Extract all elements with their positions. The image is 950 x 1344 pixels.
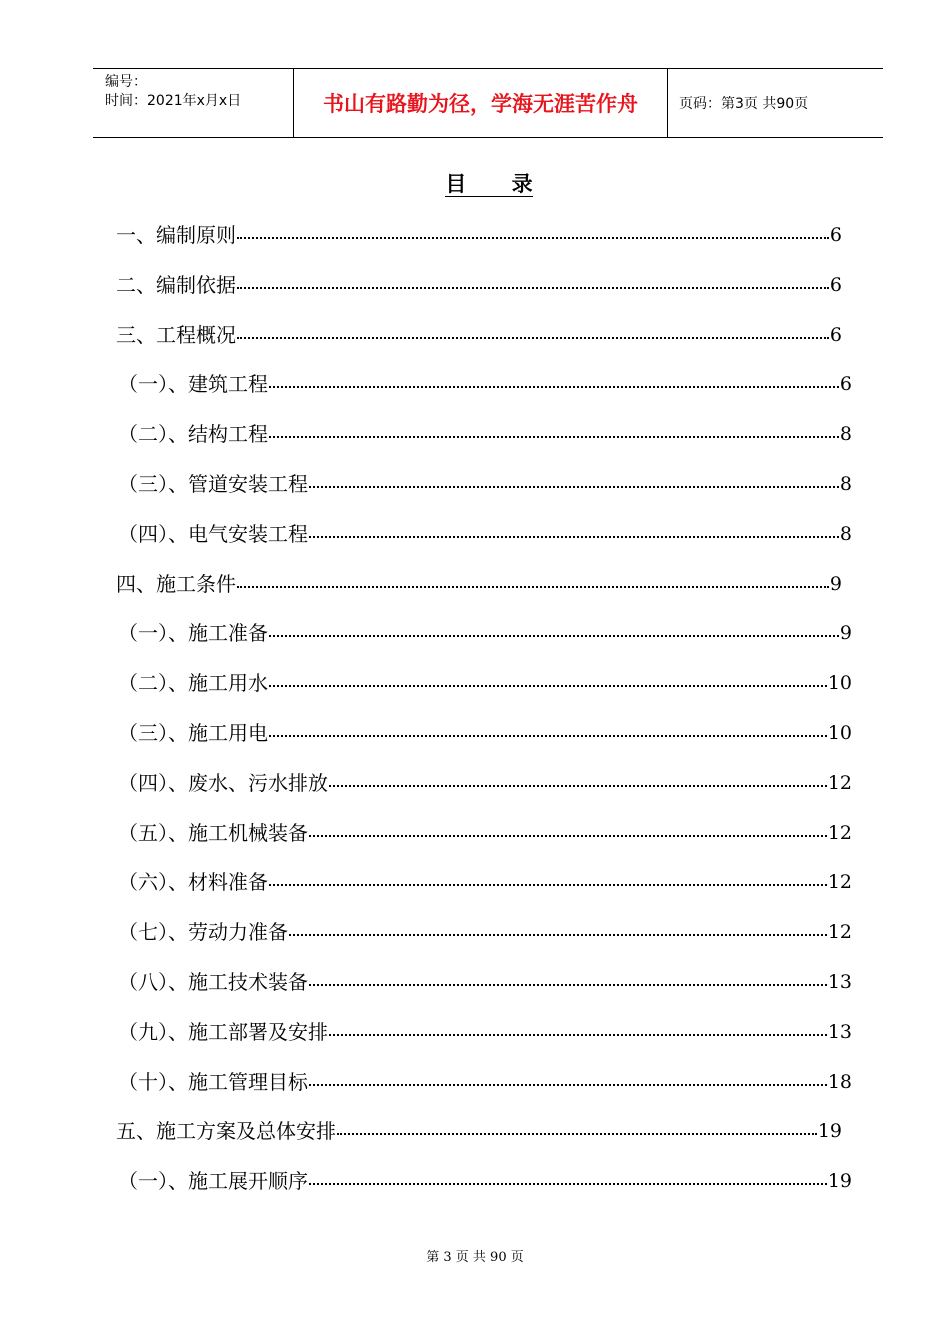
toc-entry-page: 10 [827, 722, 852, 744]
toc-entry-label: 二、编制依据 [116, 272, 236, 297]
toc-entry[interactable] [116, 271, 842, 299]
toc-entry-label: （九）、施工部署及安排 [118, 1019, 328, 1044]
toc-entry[interactable] [116, 321, 842, 349]
toc-entry[interactable] [118, 1068, 852, 1096]
toc-entry-label: 四、施工条件 [116, 571, 236, 596]
toc-entry-label: （一）、建筑工程 [118, 372, 268, 397]
toc-entry-label: （一）、施工准备 [118, 621, 268, 646]
toc-entry-leader-dots [337, 1117, 817, 1145]
toc-entry-page: 19 [817, 1120, 842, 1143]
toc-entry-page: 12 [827, 821, 852, 844]
page-footer: 第 3 页 共 90 页 [426, 1250, 524, 1265]
toc-entry[interactable] [118, 769, 852, 797]
toc-entry[interactable] [118, 420, 852, 448]
toc-entry-label: （八）、施工技术装备 [118, 970, 308, 994]
toc-entry-label: （四）、电气安装工程 [118, 521, 308, 546]
toc-entry[interactable] [118, 619, 852, 647]
toc-entry-page: 12 [827, 921, 852, 944]
toc-entry[interactable] [118, 918, 852, 946]
toc-entry-leader-dots [289, 918, 827, 946]
toc-entry-leader-dots [309, 819, 827, 847]
toc-entry-leader-dots [237, 321, 829, 349]
toc-entry-label: （七）、劳动力准备 [118, 920, 288, 945]
toc-entry-leader-dots [269, 420, 839, 448]
toc-entry[interactable] [118, 968, 852, 996]
toc-entry-leader-dots [269, 719, 827, 747]
toc-entry-leader-dots [237, 271, 829, 299]
toc-entry-label: 一、编制原则 [116, 223, 236, 247]
toc-entry-label: （三）、管道安装工程 [118, 472, 308, 496]
toc-entry[interactable] [118, 370, 852, 398]
toc-entry-page: 19 [827, 1170, 852, 1193]
header-page-number: 页码：第3页 共90页 [679, 96, 809, 112]
header-motto: 书山有路勤为径，学海无涯苦作舟 [294, 69, 668, 137]
toc-entry-leader-dots [309, 1167, 827, 1195]
toc-entry-page: 12 [827, 771, 852, 794]
toc-entry-leader-dots [329, 769, 827, 797]
toc-entry[interactable] [116, 221, 842, 249]
toc-entry-leader-dots [269, 619, 839, 647]
document-number-label: 编号： [105, 74, 147, 90]
toc-entry-page: 10 [827, 672, 852, 695]
toc-entry-page: 9 [829, 572, 842, 595]
toc-entry-page: 6 [839, 373, 852, 396]
toc-entry-page: 12 [827, 871, 852, 894]
toc-entry[interactable] [118, 520, 852, 548]
toc-entry-page: 6 [829, 323, 842, 346]
toc-entry-label: （四）、废水、污水排放 [118, 770, 328, 795]
toc-entry[interactable] [116, 570, 842, 598]
toc-title-text: 目 录 [445, 172, 533, 196]
toc-entry-leader-dots [269, 669, 827, 697]
toc-entry-leader-dots [309, 1068, 827, 1096]
toc-entry[interactable] [118, 1167, 852, 1195]
toc-entry-leader-dots [237, 570, 829, 598]
toc-entry-page: 8 [839, 522, 852, 545]
toc-entry[interactable] [118, 868, 852, 896]
toc-entry-page: 18 [827, 1070, 852, 1093]
toc-entry-label: （五）、施工机械装备 [118, 820, 308, 845]
toc-entry-page: 8 [839, 473, 852, 495]
toc-entry[interactable] [118, 719, 852, 747]
toc-entry-leader-dots [309, 520, 839, 548]
toc-entry[interactable] [118, 669, 852, 697]
toc-entry-label: （一）、施工展开顺序 [118, 1169, 308, 1194]
toc-entry-leader-dots [309, 470, 839, 498]
toc-entry-page: 9 [839, 622, 852, 645]
toc-entry-label: （十）、施工管理目标 [118, 1069, 308, 1094]
toc-entry-leader-dots [269, 370, 839, 398]
toc-entry-leader-dots [329, 1018, 827, 1046]
toc-entry[interactable] [118, 819, 852, 847]
toc-entry-label: 三、工程概况 [116, 322, 236, 347]
toc-entry-label: 五、施工方案及总体安排 [116, 1119, 336, 1144]
toc-entry-leader-dots [237, 221, 829, 249]
toc-entry-page: 6 [829, 224, 842, 246]
toc-entry[interactable] [118, 1018, 852, 1046]
toc-entry-page: 13 [827, 971, 852, 993]
toc-entry[interactable] [116, 1117, 842, 1145]
toc-entry-page: 6 [829, 273, 842, 296]
toc-entry-page: 8 [839, 423, 852, 446]
toc-entry-label: （三）、施工用电 [118, 721, 268, 745]
toc-entry[interactable] [118, 470, 852, 498]
toc-entry-leader-dots [309, 968, 827, 996]
toc-entry-page: 13 [827, 1020, 852, 1043]
document-time: 时间：2021年x月x日 [105, 93, 242, 109]
toc-entry-label: （二）、施工用水 [118, 671, 268, 696]
toc-entry-leader-dots [269, 868, 827, 896]
toc-entry-label: （二）、结构工程 [118, 422, 268, 447]
toc-entry-label: （六）、材料准备 [118, 870, 268, 895]
